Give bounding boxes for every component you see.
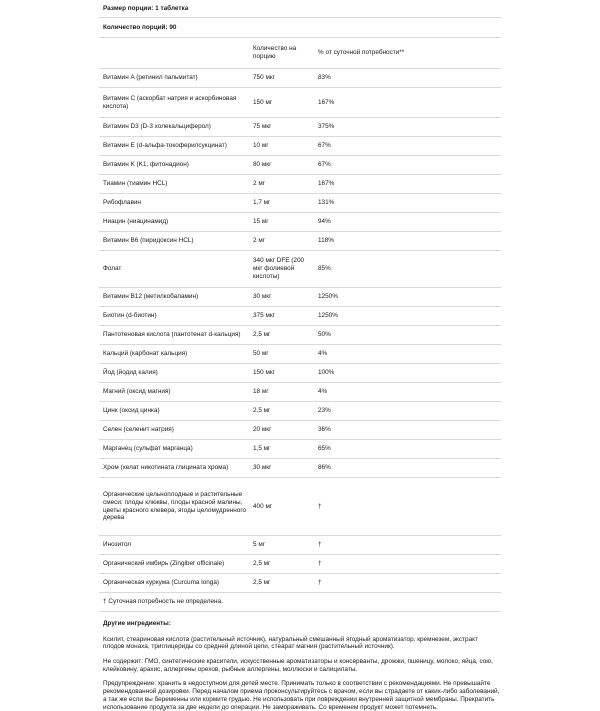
serving-size: Размер порции: 1 таблетка: [99, 0, 501, 18]
nutrient-name: Селен (селенит натрия): [103, 426, 174, 434]
nutrient-name: Органический имбирь (Zingiber officinale): [103, 560, 225, 568]
nutrient-amount: 1,7 мг: [253, 199, 271, 207]
nutrient-name: Инозитол: [103, 541, 132, 549]
nutrient-amount: 2 мг: [253, 237, 266, 245]
nutrient-dv: †: [318, 541, 322, 549]
nutrient-amount: 750 мкг: [253, 74, 275, 82]
table-row: [99, 288, 501, 307]
nutrient-dv: 375%: [318, 123, 335, 131]
nutrient-name: Витамин B12 (метилкобаламин): [103, 293, 199, 301]
nutrient-name: Кальций (карбонат кальция): [103, 350, 188, 358]
nutrient-amount: 1,5 мг: [253, 445, 271, 453]
nutrient-name: Витамин B6 (пиридоксин HCL): [103, 237, 194, 245]
warning: Предупреждение: хранить в недоступном для детей месте. Принимать только в соответствии с рекомендациями. Не превышайте рекомендованной дозировки. Перед началом приема проконсультируйтесь с врачом, если вы страдаете от каких-либо заболеваний, а так же если вы беременны или кормите грудью. Не использовать при повреждении внутренней защитной мембраны. Прекратить использование продукта за две недели до операции. Не замораживать. Со временем продукт может потемнеть.: [103, 680, 500, 711]
table-row: [99, 69, 501, 88]
nutrient-name: Фолат: [103, 265, 122, 273]
nutrient-amount: 80 мкг: [253, 161, 272, 169]
nutrient-dv: 167%: [318, 180, 335, 188]
nutrient-name: Цинк (оксид цинка): [103, 407, 160, 415]
table-row: [99, 364, 501, 383]
nutrient-amount: 5 мг: [253, 541, 266, 549]
nutrient-amount: 10 мг: [253, 142, 269, 150]
nutrient-dv: 4%: [318, 388, 328, 396]
table-row: [99, 478, 501, 536]
nutrient-name: Органические цельноплодные и растительные смеси: плоды клюквы, плоды красной малины, цветы красного клевера, ягоды целомудренного дерева: [103, 491, 247, 522]
nutrient-dv: 85%: [318, 265, 331, 273]
table-row: [99, 383, 501, 402]
nutrient-dv: 36%: [318, 426, 331, 434]
table-row: [99, 345, 501, 364]
nutrient-amount: 2,5 мг: [253, 579, 271, 587]
nutrient-dv: 1250%: [318, 293, 338, 301]
table-row: [99, 421, 501, 440]
nutrient-amount: 2 мг: [253, 180, 266, 188]
nutrient-amount: 2,5 мг: [253, 407, 271, 415]
table-row: [99, 156, 501, 175]
table-row: [99, 232, 501, 251]
nutrient-amount: 150 мг: [253, 98, 273, 106]
header-dv: % от суточной потребности**: [318, 49, 405, 57]
nutrient-name: Пантотеновая кислота (пантотенат d-кальция): [103, 331, 241, 339]
nutrient-dv: 50%: [318, 331, 331, 339]
table-row: [99, 213, 501, 232]
nutrient-amount: 15 мг: [253, 218, 269, 226]
table-row: [99, 574, 501, 593]
nutrient-amount: 75 мкг: [253, 123, 272, 131]
nutrient-amount: 30 мкг: [253, 293, 272, 301]
nutrient-amount: 400 мг: [253, 502, 273, 510]
nutrient-amount: 375 мкг: [253, 312, 275, 320]
nutrient-amount: 20 мкг: [253, 426, 272, 434]
nutrient-amount: 340 мкг DFE (200 мкг фолиевой кислоты): [253, 257, 305, 280]
nutrient-name: Органическая куркума (Curcuma longa): [103, 579, 220, 587]
nutrient-name: Витамин D3 (D-3 холекальциферол): [103, 123, 211, 131]
table-row: [99, 402, 501, 421]
table-header: [99, 38, 501, 69]
other-ingredients-title: Другие ингредиенты:: [103, 620, 171, 627]
nutrient-dv: 23%: [318, 407, 331, 415]
header-amount: Количество на порцию: [253, 45, 297, 60]
nutrient-amount: 30 мкг: [253, 464, 272, 472]
nutrient-dv: †: [318, 502, 322, 510]
table-row: [99, 88, 501, 118]
other-ingredients-text: Ксилит, стеариновая кислота (растительный источник), натуральный смешанный ягодный ароматизатор, кремнезем, экстракт плодов монаха, триглицериды со средней длиной цепи, стеарат магния (растительный источник).: [103, 635, 478, 651]
table-row: [99, 251, 501, 288]
table-row: [99, 194, 501, 213]
table-row: [99, 175, 501, 194]
table-row: [99, 459, 501, 478]
nutrient-amount: 50 мг: [253, 350, 269, 358]
nutrient-dv: 4%: [318, 350, 328, 358]
supplement-facts: [99, 0, 501, 711]
nutrient-dv: 67%: [318, 161, 331, 169]
nutrient-name: Витамин E (d-альфа-токоферилсукцинат): [103, 142, 227, 150]
table-row: [99, 326, 501, 345]
contains-not: Не содержит: ГМО, синтетические красители, искусственные ароматизаторы и консерванты, дрожжи, пшеницу, молоко, яйца, сою, клейковину, арахис, аллергены орехов, рыбные аллергены, моллюски и салицилаты.: [103, 658, 493, 673]
nutrient-name: Магний (оксид магния): [103, 388, 171, 396]
table-row: [99, 440, 501, 459]
nutrient-dv: 94%: [318, 218, 331, 226]
nutrient-dv: 67%: [318, 142, 331, 150]
table-row: [99, 536, 501, 555]
nutrient-dv: 83%: [318, 74, 331, 82]
nutrient-name: Ниацин (ниацинамид): [103, 218, 169, 226]
nutrient-amount: 150 мкг: [253, 369, 275, 377]
nutrient-dv: 1250%: [318, 312, 338, 320]
table-row: [99, 307, 501, 326]
nutrient-dv: 167%: [318, 98, 335, 106]
nutrient-dv: 100%: [318, 369, 335, 377]
table-row: [99, 555, 501, 574]
nutrient-dv: 131%: [318, 199, 335, 207]
dagger-note: † Суточная потребность не определена.: [99, 593, 501, 612]
nutrient-name: Витамин C (аскорбат натрия и аскорбиновая кислота): [103, 94, 237, 110]
nutrient-dv: †: [318, 579, 322, 587]
nutrient-amount: 2,5 мг: [253, 331, 271, 339]
table-row: [99, 137, 501, 156]
nutrient-name: Хром (хелат никотината глицината хрома): [103, 464, 229, 472]
nutrient-dv: 65%: [318, 445, 331, 453]
nutrient-name: Рибофлавин: [103, 199, 141, 207]
nutrient-amount: 2,5 мг: [253, 560, 271, 568]
nutrient-name: Биотин (d-биотин): [103, 312, 157, 320]
servings-count: Количество порций: 90: [99, 18, 501, 38]
nutrient-name: Марганец (сульфат марганца): [103, 445, 193, 453]
nutrient-table: [99, 69, 501, 593]
nutrient-name: Витамин A (ретинил пальмитат): [103, 74, 198, 82]
nutrient-name: Йод (йодид калия): [103, 369, 158, 377]
nutrient-name: Тиамин (тиамин HCL): [103, 180, 168, 188]
nutrient-amount: 18 мг: [253, 388, 269, 396]
table-row: [99, 118, 501, 137]
nutrient-name: Витамин K (K1, фитонадион): [103, 161, 189, 169]
nutrient-dv: 118%: [318, 237, 334, 245]
nutrient-dv: †: [318, 560, 322, 568]
nutrient-dv: 86%: [318, 464, 331, 472]
